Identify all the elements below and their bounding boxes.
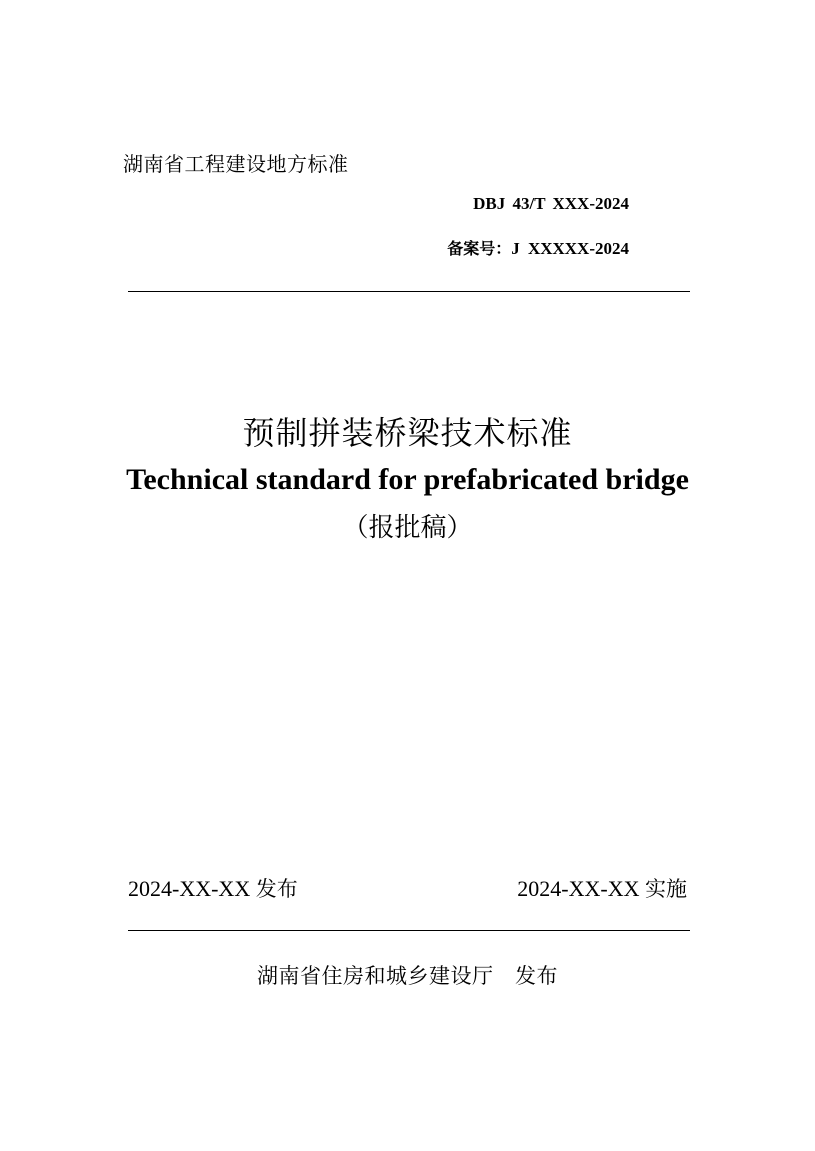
top-divider bbox=[128, 291, 690, 292]
title-english: Technical standard for prefabricated bridge bbox=[126, 463, 689, 496]
record-number-label: 备案号： bbox=[447, 239, 512, 258]
title-chinese: 预制拼装桥梁技术标准 bbox=[242, 414, 573, 452]
issue-date-label: 发布 bbox=[255, 877, 298, 901]
implementation-date-label: 实施 bbox=[645, 877, 687, 901]
implementation-date-value: 2024-XX-XX bbox=[517, 876, 640, 901]
issue-date-value: 2024-XX-XX bbox=[128, 876, 251, 901]
standard-code: DBJ 43/T XXX-2024 bbox=[473, 194, 629, 213]
bottom-divider bbox=[128, 930, 690, 931]
record-number bbox=[447, 236, 629, 259]
record-number-value: J XXXXX-2024 bbox=[511, 239, 629, 258]
issue-date bbox=[128, 873, 298, 903]
implementation-date bbox=[517, 873, 687, 903]
issuing-authority: 湖南省住房和城乡建设厅 发布 bbox=[256, 964, 559, 988]
standard-category: 湖南省工程建设地方标准 bbox=[123, 152, 349, 176]
draft-status: （报批稿） bbox=[342, 513, 473, 543]
